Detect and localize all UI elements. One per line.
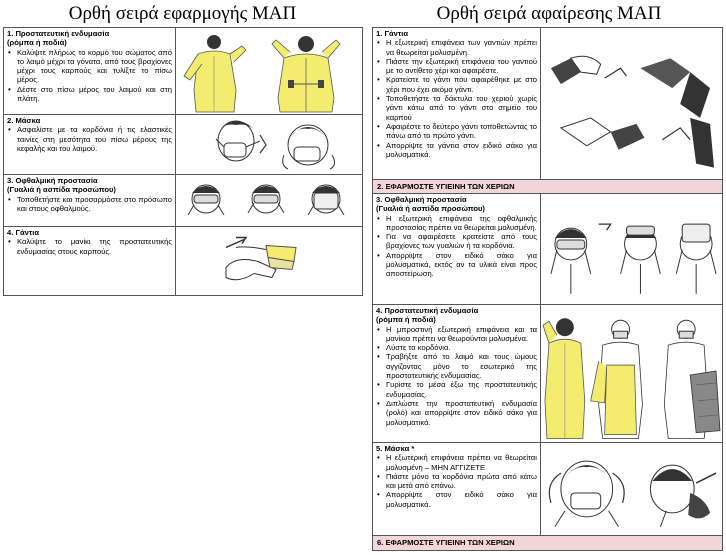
list-item: • Πιάστε την εξωτερική επιφάνεια του γαντιού με το αντίθετο χέρι και αφαιρέστε. bbox=[376, 57, 537, 76]
list-item: • Κρατείστε το γάντι που αφαιρέθηκε με στο χέρι που έχει ακόμα γάντι. bbox=[376, 75, 537, 94]
mask-donning-illustration bbox=[176, 115, 362, 174]
section-title: 2. Μάσκα bbox=[7, 116, 41, 125]
gown-donning-illustration bbox=[176, 28, 362, 114]
donning-table bbox=[3, 27, 363, 296]
eye-protection-doffing-illustration bbox=[541, 194, 722, 304]
donning-step-mask bbox=[4, 115, 362, 175]
donning-step-gown-text bbox=[4, 28, 176, 114]
list-item: • Καλύψτε το μανίκι της προστατευτικής ενδυμασίας στους καρπούς. bbox=[7, 237, 172, 256]
section-subtitle: (Γυαλιά ή ασπίδα προσώπου) bbox=[7, 185, 116, 195]
doffing-step-mask bbox=[373, 443, 722, 536]
donning-step-gloves-text bbox=[4, 227, 176, 295]
doffing-step-eye-protection bbox=[373, 194, 722, 305]
section-title: 4. Γάντια bbox=[7, 228, 40, 237]
list-item: • Αφαιρέστε το δεύτερο γάντι τοποθετώντας το πάνω από το πρώτο γάντι. bbox=[376, 122, 537, 141]
list-item: • Λύστε τα κορδόνια. bbox=[376, 343, 537, 352]
doffing-table bbox=[372, 27, 723, 551]
list-item: • Η εξωτερική επιφάνεια της οφθαλμικής προστασίας πρέπει να θεωρείται μολυσμένη. bbox=[376, 214, 537, 233]
doffing-heading: Ορθή σειρά αφαίρεσης ΜΑΠ bbox=[436, 3, 662, 24]
list-item: • Για να αφαιρέσετε κρατείστε από τους βραχίονες των γυαλιών ή τα κορδόνια. bbox=[376, 232, 537, 251]
list-item: • Ασφαλίστε με τα κορδόνια ή τις ελαστικές ταινίες στη μεσότητα του πίσω μέρους της κεφαλής και του λαιμού. bbox=[7, 125, 172, 153]
list-item: • Η εξωτερική επιφάνεια των γαντιών πρέπει να θεωρείται μολυσμένη. bbox=[376, 38, 537, 57]
donning-step-eye-protection-text bbox=[4, 175, 176, 226]
list-item: • Καλύψτε πλήρως το κορμό του σώματος από το λαιμό μέχρι τα γόνατα, από τους βραχίονες μέχρι τους καρπούς και τυλίξτε το πίσω μέρος. bbox=[7, 48, 172, 85]
donning-step-mask-text bbox=[4, 115, 176, 174]
section-title: 1. Προστατευτική ενδυμασία bbox=[7, 29, 110, 38]
list-item: • Απορρίψτε στον ειδικό σάκο για μολυσματικά. bbox=[376, 490, 537, 509]
list-item: • Απορρίψτε τα γάντια στον ειδικό σάκο για μολυσματικά. bbox=[376, 141, 537, 160]
section-title: 3. Οφθαλμική προστασία bbox=[376, 195, 467, 204]
hand-hygiene-step-2: 6. ΕΦΑΡΜΟΣΤΕ ΥΓΙΕΙΝΗ ΤΩΝ ΧΕΡΙΩΝ bbox=[373, 536, 722, 550]
donning-step-gloves bbox=[4, 227, 362, 295]
donning-heading: Ορθή σειρά εφαρμογής ΜΑΠ bbox=[68, 3, 297, 24]
section-subtitle: (ρόμπα ή ποδιά) bbox=[376, 315, 436, 325]
list-item: • Απορρίψτε στον ειδικό σάκο για μολυσματικά, εκτός αν τα υλικά είναι προς αποστείρωση. bbox=[376, 251, 537, 279]
doffing-step-gown-text bbox=[373, 305, 541, 442]
section-title: 4. Προστατευτική ενδυμασία bbox=[376, 306, 479, 315]
list-item: • Διπλώστε την προστατευτική ενδυμασία (ρολό) και απορρίψτε στον ειδικό σάκο για μολυσματικά. bbox=[376, 399, 537, 427]
section-subtitle: (Γυαλιά ή ασπίδα προσώπου) bbox=[376, 204, 485, 214]
mask-doffing-illustration bbox=[541, 443, 722, 535]
section-subtitle: (ρόμπα ή ποδιά) bbox=[7, 38, 67, 48]
section-title: 5. Μάσκα * bbox=[376, 444, 415, 453]
doffing-step-eye-protection-text bbox=[373, 194, 541, 304]
list-item: • Γυρίστε το μέσα έξω της προστατευτικής ενδυμασίας. bbox=[376, 380, 537, 399]
hand-hygiene-step-1: 2. ΕΦΑΡΜΟΣΤΕ ΥΓΙΕΙΝΗ ΤΩΝ ΧΕΡΙΩΝ bbox=[373, 180, 722, 194]
doffing-step-mask-text bbox=[373, 443, 541, 535]
doffing-step-gloves bbox=[373, 28, 722, 180]
gloves-donning-illustration bbox=[176, 227, 362, 295]
section-title: 1. Γάντια bbox=[376, 29, 409, 38]
gloves-doffing-illustration bbox=[541, 28, 722, 179]
list-item: • Η εξωτερική επιφάνεια πρέπει να θεωρείται μολυσμένη – ΜΗΝ ΑΓΓΙΖΕΤΕ bbox=[376, 453, 537, 472]
list-item: • Τοποθετήστε τα δάκτυλα του χεριού χωρίς γάντι κάτω από το γάντι στο σημείο του καρπού bbox=[376, 94, 537, 122]
doffing-step-gown bbox=[373, 305, 722, 443]
list-item: • Δέστε στο πίσω μέρος του λαιμού και στη πλάτη. bbox=[7, 85, 172, 104]
donning-step-eye-protection bbox=[4, 175, 362, 227]
gown-doffing-illustration bbox=[541, 305, 722, 442]
list-item: • Τραβήξτε από το λαιμό και τους ώμους αγγίζοντας μόνο το εσωτερικό της προστατευτικής ενδυμασίας. bbox=[376, 352, 537, 380]
section-title: 3. Οφθαλμική προστασία bbox=[7, 176, 98, 185]
list-item: • Η μπροστινή εξωτερική επιφάνεια και τα μανίκια πρέπει να θεωρούνται μολυσμένα. bbox=[376, 325, 537, 344]
list-item: • Τοποθετήστε και προσαρμόστε στο πρόσωπο και στους οφθαλμούς. bbox=[7, 195, 172, 214]
list-item: • Πιάστε μόνο τα κορδόνια πρώτα από κάτω και μετά από επάνω. bbox=[376, 472, 537, 491]
eye-protection-donning-illustration bbox=[176, 175, 362, 226]
doffing-step-gloves-text bbox=[373, 28, 541, 179]
donning-step-gown bbox=[4, 28, 362, 115]
